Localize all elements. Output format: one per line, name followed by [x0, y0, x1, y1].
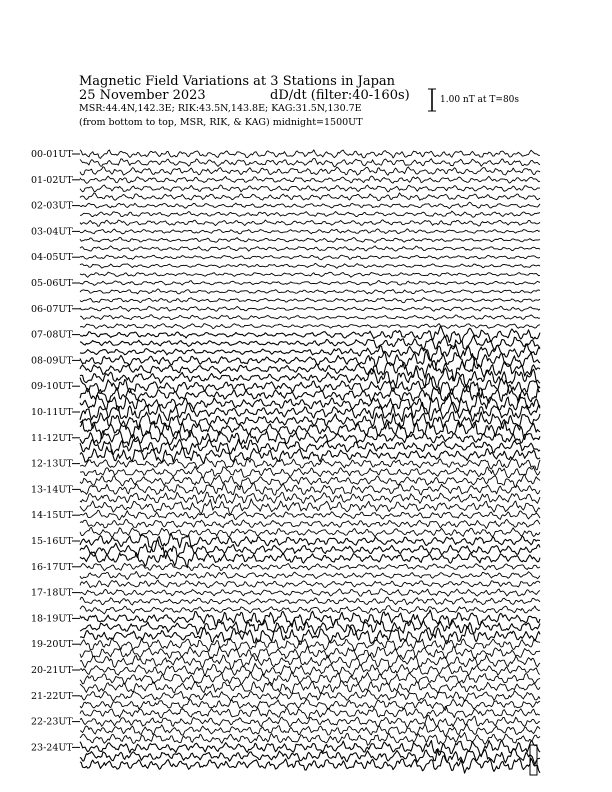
station-trace-msr — [80, 193, 540, 201]
station-trace-rik — [80, 597, 540, 605]
station-trace-rik — [80, 237, 540, 242]
row-label: 00-01UT — [31, 149, 73, 160]
station-trace-rik — [80, 289, 540, 294]
station-trace-rik — [80, 466, 540, 477]
station-trace-msr — [80, 706, 540, 718]
station-order-note: (from bottom to top, MSR, RIK, & KAG) midnight=1500UT — [79, 117, 363, 128]
station-trace-msr — [80, 246, 540, 251]
row-label: 19-20UT — [31, 639, 73, 651]
station-trace-msr — [80, 272, 540, 277]
chart-title: Magnetic Field Variations at 3 Stations in Japan — [79, 74, 396, 89]
station-trace-kag — [80, 306, 540, 311]
station-trace-msr — [80, 499, 540, 514]
row-label: 01-02UT — [31, 174, 73, 186]
row-label: 10-11UT — [31, 407, 73, 418]
station-trace-kag — [80, 229, 540, 234]
station-trace-msr — [80, 655, 540, 669]
row-label: 22-23UT — [31, 716, 73, 728]
row-label: 03-04UT — [31, 226, 73, 238]
row-label: 12-13UT — [31, 458, 73, 470]
data-type-label: dD/dt (filter:40-160s) — [270, 88, 410, 103]
row-label: 04-05UT — [31, 252, 73, 264]
station-trace-rik — [80, 336, 540, 350]
row-label: 23-24UT — [31, 742, 73, 754]
scale-bar-label: 1.00 nT at T=80s — [440, 95, 520, 105]
station-trace-rik — [80, 439, 540, 454]
station-trace-kag — [80, 589, 540, 597]
station-trace-msr — [80, 167, 540, 175]
station-trace-msr — [80, 580, 540, 587]
station-trace-msr — [80, 324, 540, 329]
row-label: 06-07UT — [31, 303, 73, 315]
station-trace-rik — [80, 724, 540, 737]
station-trace-kag — [80, 690, 540, 701]
station-trace-kag — [80, 255, 540, 260]
station-trace-rik — [80, 492, 540, 503]
chart-date: 25 November 2023 — [79, 88, 206, 103]
station-trace-kag — [80, 458, 540, 470]
station-trace-kag — [80, 483, 540, 495]
station-trace-rik — [80, 185, 540, 192]
station-trace-kag — [80, 176, 540, 183]
row-label: 20-21UT — [31, 665, 73, 676]
row-label: 09-10UT — [31, 381, 73, 393]
row-label: 18-19UT — [31, 613, 73, 625]
row-label: 08-09UT — [31, 355, 73, 367]
station-trace-rik — [80, 211, 540, 217]
station-trace-kag — [80, 430, 540, 445]
station-trace-kag — [80, 326, 540, 342]
row-label: 05-06UT — [31, 278, 73, 289]
station-trace-rik — [80, 315, 540, 320]
station-trace-rik — [80, 263, 540, 268]
station-trace-kag — [80, 563, 540, 570]
row-label: 17-18UT — [31, 587, 73, 599]
station-trace-rik — [80, 699, 540, 710]
row-label: 15-16UT — [31, 536, 73, 547]
row-label: 16-17UT — [31, 561, 73, 573]
trace-group — [80, 150, 540, 773]
station-trace-msr — [80, 626, 540, 644]
scale-bar — [428, 89, 436, 111]
station-trace-kag — [80, 533, 540, 547]
station-trace-msr — [80, 527, 540, 537]
row-label: 02-03UT — [31, 200, 73, 212]
station-trace-msr — [80, 681, 540, 694]
station-trace-kag — [80, 510, 540, 520]
station-trace-msr — [80, 550, 540, 567]
station-trace-msr — [80, 298, 540, 303]
station-trace-kag — [80, 637, 540, 651]
station-trace-kag — [80, 280, 540, 285]
station-trace-kag — [80, 202, 540, 208]
station-trace-kag — [80, 663, 540, 676]
station-trace-kag — [80, 150, 540, 159]
row-label: 11-12UT — [31, 432, 73, 444]
row-label: 07-08UT — [31, 329, 73, 341]
row-label: 13-14UT — [31, 484, 73, 496]
row-labels — [31, 149, 80, 753]
station-trace-rik — [80, 571, 540, 579]
station-trace-msr — [80, 220, 540, 227]
station-trace-msr — [80, 606, 540, 614]
station-trace-kag — [80, 715, 540, 727]
row-label: 21-22UT — [31, 690, 73, 702]
station-trace-rik — [80, 158, 540, 167]
station-trace-msr — [80, 756, 540, 773]
station-trace-rik — [80, 519, 540, 528]
station-coordinates: MSR:44.4N,142.3E; RIK:43.5N,143.8E; KAG:31.5N,130.7E — [79, 103, 362, 114]
row-label: 14-15UT — [31, 510, 73, 522]
station-trace-msr — [80, 732, 540, 745]
station-trace-rik — [80, 385, 540, 403]
